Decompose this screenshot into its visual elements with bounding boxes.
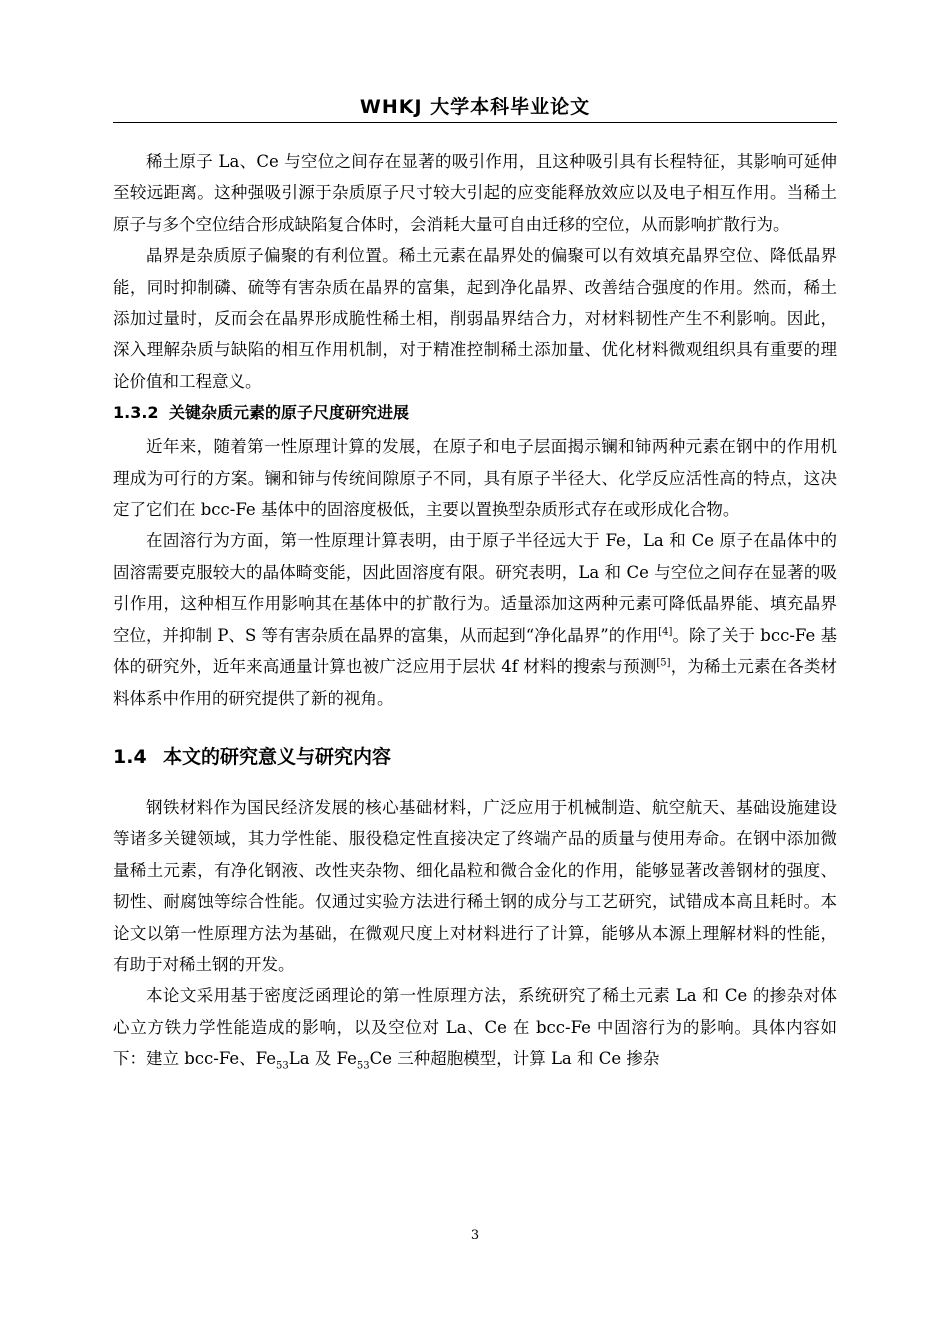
paragraph	[113, 980, 837, 1074]
page-number: 3	[470, 1228, 480, 1243]
page-header	[113, 92, 837, 123]
paragraph: 稀土原子 La、Ce 与空位之间存在显著的吸引作用，且这种吸引具有长程特征，其影响可延伸至较远距离。这种强吸引源于杂质原子尺寸较大引起的应变能释放效应以及电子相互作用。当稀土原子与多个空位结合形成缺陷复合体时，会消耗大量可自由迁移的空位，从而影响扩散行为。	[113, 152, 837, 234]
text-run: Ce 三种超胞模型，计算 La 和 Ce 掺杂	[369, 1049, 660, 1069]
section-number: 1.4	[113, 745, 147, 768]
subscript: 53	[356, 1060, 370, 1072]
paragraph: 晶界是杂质原子偏聚的有利位置。稀土元素在晶界处的偏聚可以有效填充晶界空位、降低晶界能，同时抑制磷、硫等有害杂质在晶界的富集，起到净化晶界、改善结合强度的作用。然而，稀土添加过量时，反而会在晶界形成脆性稀土相，削弱晶界结合力，对材料韧性产生不利影响。因此，深入理解杂质与缺陷的相互作用机制，对于精准控制稀土添加量、优化材料微观组织具有重要的理论价值和工程意义。	[113, 246, 837, 391]
text-run: La 及 Fe	[288, 1049, 357, 1069]
paragraph	[113, 525, 837, 713]
section-title: 本文的研究意义与研究内容	[163, 745, 392, 768]
text-run: 。除了关于 bcc-Fe 基体的研究外，近年来高通量计算也被广泛应用于层状 4f 材料的搜索与预测	[113, 625, 837, 677]
paragraph: 钢铁材料作为国民经济发展的核心基础材料，广泛应用于机械制造、航空航天、基础设施建设等诸多关键领域，其力学性能、服役稳定性直接决定了终端产品的质量与使用寿命。在钢中添加微量稀土元素，有净化钢液、改性夹杂物、细化晶粒和微合金化的作用，能够显著改善钢材的强度、韧性、耐腐蚀等综合性能。仅通过实验方法进行稀土钢的成分与工艺研究，试错成本高且耗时。本论文以第一性原理方法为基础，在微观尺度上对材料进行了计算，能够从本源上理解材料的性能，有助于对稀土钢的开发。	[113, 797, 837, 974]
text-run: 在固溶行为方面，第一性原理计算表明，由于原子半径远大于 Fe，La 和 Ce 原子在晶体中的固溶需要克服较大的晶体畸变能，因此固溶度有限。研究表明，La 和 Ce 与空位之间存在显著的吸引作用，这种相互作用影响其在基体中的扩散行为。适量添加这两种元素可降低晶界能、填充晶界空位，并抑制 P、S 等有害杂质在晶界的富集，从而起到“净化晶界”的作用	[113, 531, 837, 645]
page-body	[113, 146, 837, 1075]
subscript: 53	[276, 1060, 289, 1072]
header-title: WHKJ 大学本科毕业论文	[359, 96, 591, 118]
citation-ref: [5]	[656, 657, 671, 669]
paragraph: 近年来，随着第一性原理计算的发展，在原子和电子层面揭示镧和铈两种元素在钢中的作用机理成为可行的方案。镧和铈与传统间隙原子不同，具有原子半径大、化学反应活性高的特点，这决定了它们在 bcc-Fe 基体中的固溶度极低，主要以置换型杂质形式存在或形成化合物。	[113, 437, 837, 520]
text-run: 本论文采用基于密度泛函理论的第一性原理方法，系统研究了稀土元素 La 和 Ce 的掺杂对体心立方铁力学性能造成的影响，以及空位对 La、Ce 在 bcc-Fe 中固溶行为的影响。具体内容如下：建立 bcc-Fe、Fe	[113, 986, 837, 1069]
section-number: 1.3.2	[113, 403, 159, 423]
section-title: 关键杂质元素的原子尺度研究进展	[169, 403, 410, 423]
citation-ref: [4]	[658, 626, 673, 638]
text-run: ，为稀土元素在各类材料体系中作用的研究提供了新的视角。	[113, 657, 837, 708]
section-heading-1-3-2	[113, 403, 837, 423]
section-heading-1-4	[113, 744, 837, 770]
